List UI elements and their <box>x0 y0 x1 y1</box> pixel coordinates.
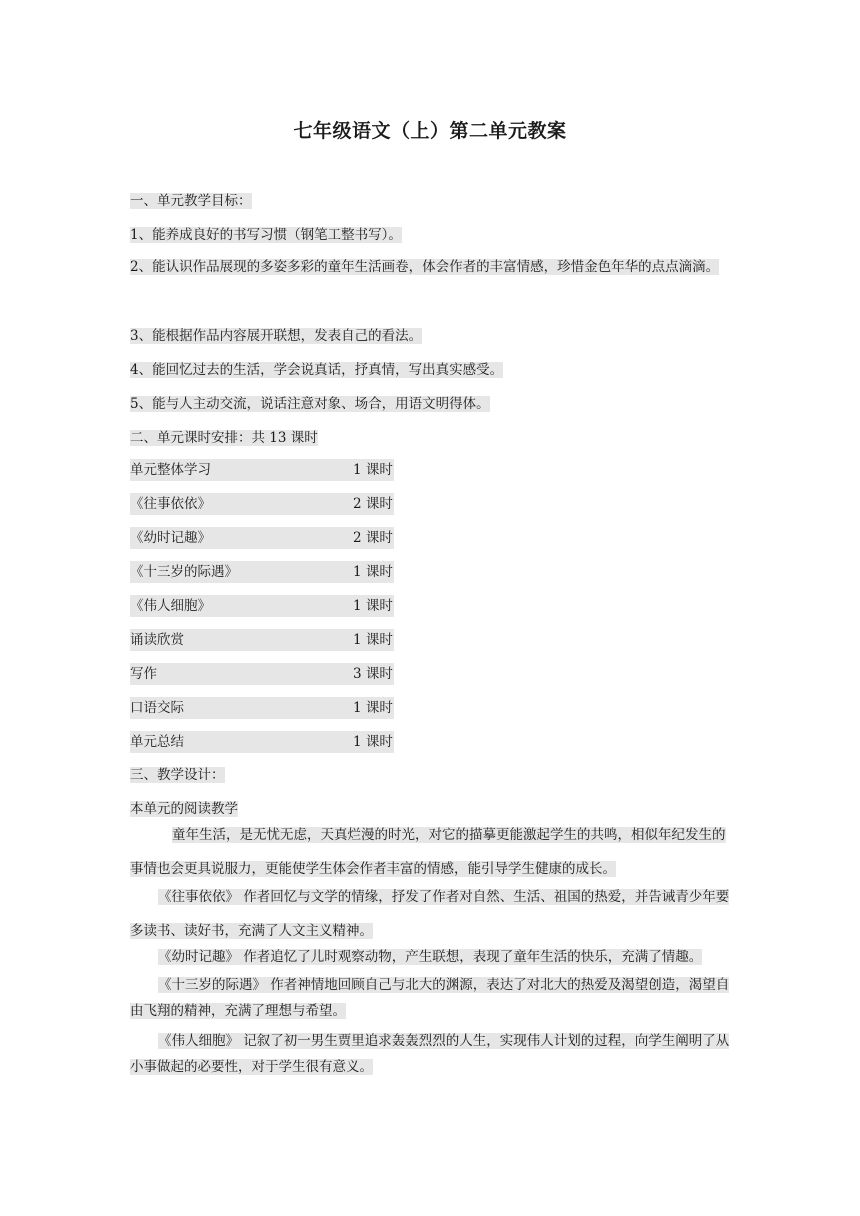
body-paragraph: 童年生活，是无忧无虑，天真烂漫的时光，对它的描摹更能激起学生的共鸣，相似年纪发生的事情也会更具说服力，更能使学生体会作者丰富的情感，能引导学生健康的成长。 <box>130 827 726 877</box>
schedule-row <box>130 561 394 583</box>
body-paragraph: 《十三岁的际遇》 作者神情地回顾自己与北大的渊源，表达了对北大的热爱及渴望创造，渴望自由飞翔的精神，充满了理想与希望。 <box>130 977 730 1019</box>
goal-item: 4、能回忆过去的生活，学会说真话，抒真情，写出真实感受。 <box>130 362 504 378</box>
goal-item: 1、能养成良好的书写习惯（钢笔工整书写）。 <box>130 227 402 243</box>
schedule-hours: 2 课时 <box>353 496 393 512</box>
schedule-lesson: 写作 <box>130 666 157 682</box>
schedule-row <box>130 493 394 515</box>
schedule-hours: 1 课时 <box>353 462 393 478</box>
schedule-row <box>130 595 394 617</box>
section-heading-design: 三、教学设计： <box>130 767 225 783</box>
schedule-hours: 1 课时 <box>353 564 393 580</box>
schedule-row <box>130 527 394 549</box>
schedule-row <box>130 697 394 719</box>
schedule-lesson: 单元总结 <box>130 734 184 750</box>
schedule-row <box>130 459 394 481</box>
schedule-hours: 1 课时 <box>353 598 393 614</box>
subheading-reading: 本单元的阅读教学 <box>130 801 238 817</box>
schedule-lesson: 《往事依依》 <box>130 496 211 512</box>
schedule-hours: 2 课时 <box>353 530 393 546</box>
schedule-lesson: 《幼时记趣》 <box>130 530 211 546</box>
body-paragraph: 《往事依依》 作者回忆与文学的情缘，抒发了作者对自然、生活、祖国的热爱，并告诫青少年要多读书、读好书，充满了人文主义精神。 <box>130 889 730 939</box>
schedule-hours: 1 课时 <box>353 632 393 648</box>
schedule-lesson: 口语交际 <box>130 700 184 716</box>
body-paragraph: 《幼时记趣》 作者追忆了儿时观察动物，产生联想，表现了童年生活的快乐，充满了情趣。 <box>158 949 703 965</box>
schedule-hours: 1 课时 <box>353 700 393 716</box>
body-paragraph: 《伟人细胞》 记叙了初一男生贾里追求轰轰烈烈的人生，实现伟人计划的过程，向学生阐明了从小事做起的必要性，对于学生很有意义。 <box>130 1033 730 1075</box>
schedule-lesson: 《伟人细胞》 <box>130 598 211 614</box>
goal-item: 2、能认识作品展现的多姿多彩的童年生活画卷，体会作者的丰富情感，珍惜金色年华的点点滴滴。 <box>130 259 720 275</box>
goal-item: 5、能与人主动交流，说话注意对象、场合，用语文明得体。 <box>130 396 490 412</box>
schedule-lesson: 《十三岁的际遇》 <box>130 564 238 580</box>
section-heading-goals: 一、单元教学目标： <box>130 193 252 209</box>
schedule-hours: 3 课时 <box>353 666 393 682</box>
schedule-lesson: 单元整体学习 <box>130 462 211 478</box>
page-title: 七年级语文（上）第二单元教案 <box>293 120 567 142</box>
schedule-row <box>130 663 394 685</box>
schedule-row <box>130 629 394 651</box>
schedule-row <box>130 731 394 753</box>
goal-item: 3、能根据作品内容展开联想，发表自己的看法。 <box>130 328 423 344</box>
schedule-hours: 1 课时 <box>353 734 393 750</box>
section-heading-schedule: 二、单元课时安排：共 13 课时 <box>130 430 318 446</box>
schedule-lesson: 诵读欣赏 <box>130 632 184 648</box>
